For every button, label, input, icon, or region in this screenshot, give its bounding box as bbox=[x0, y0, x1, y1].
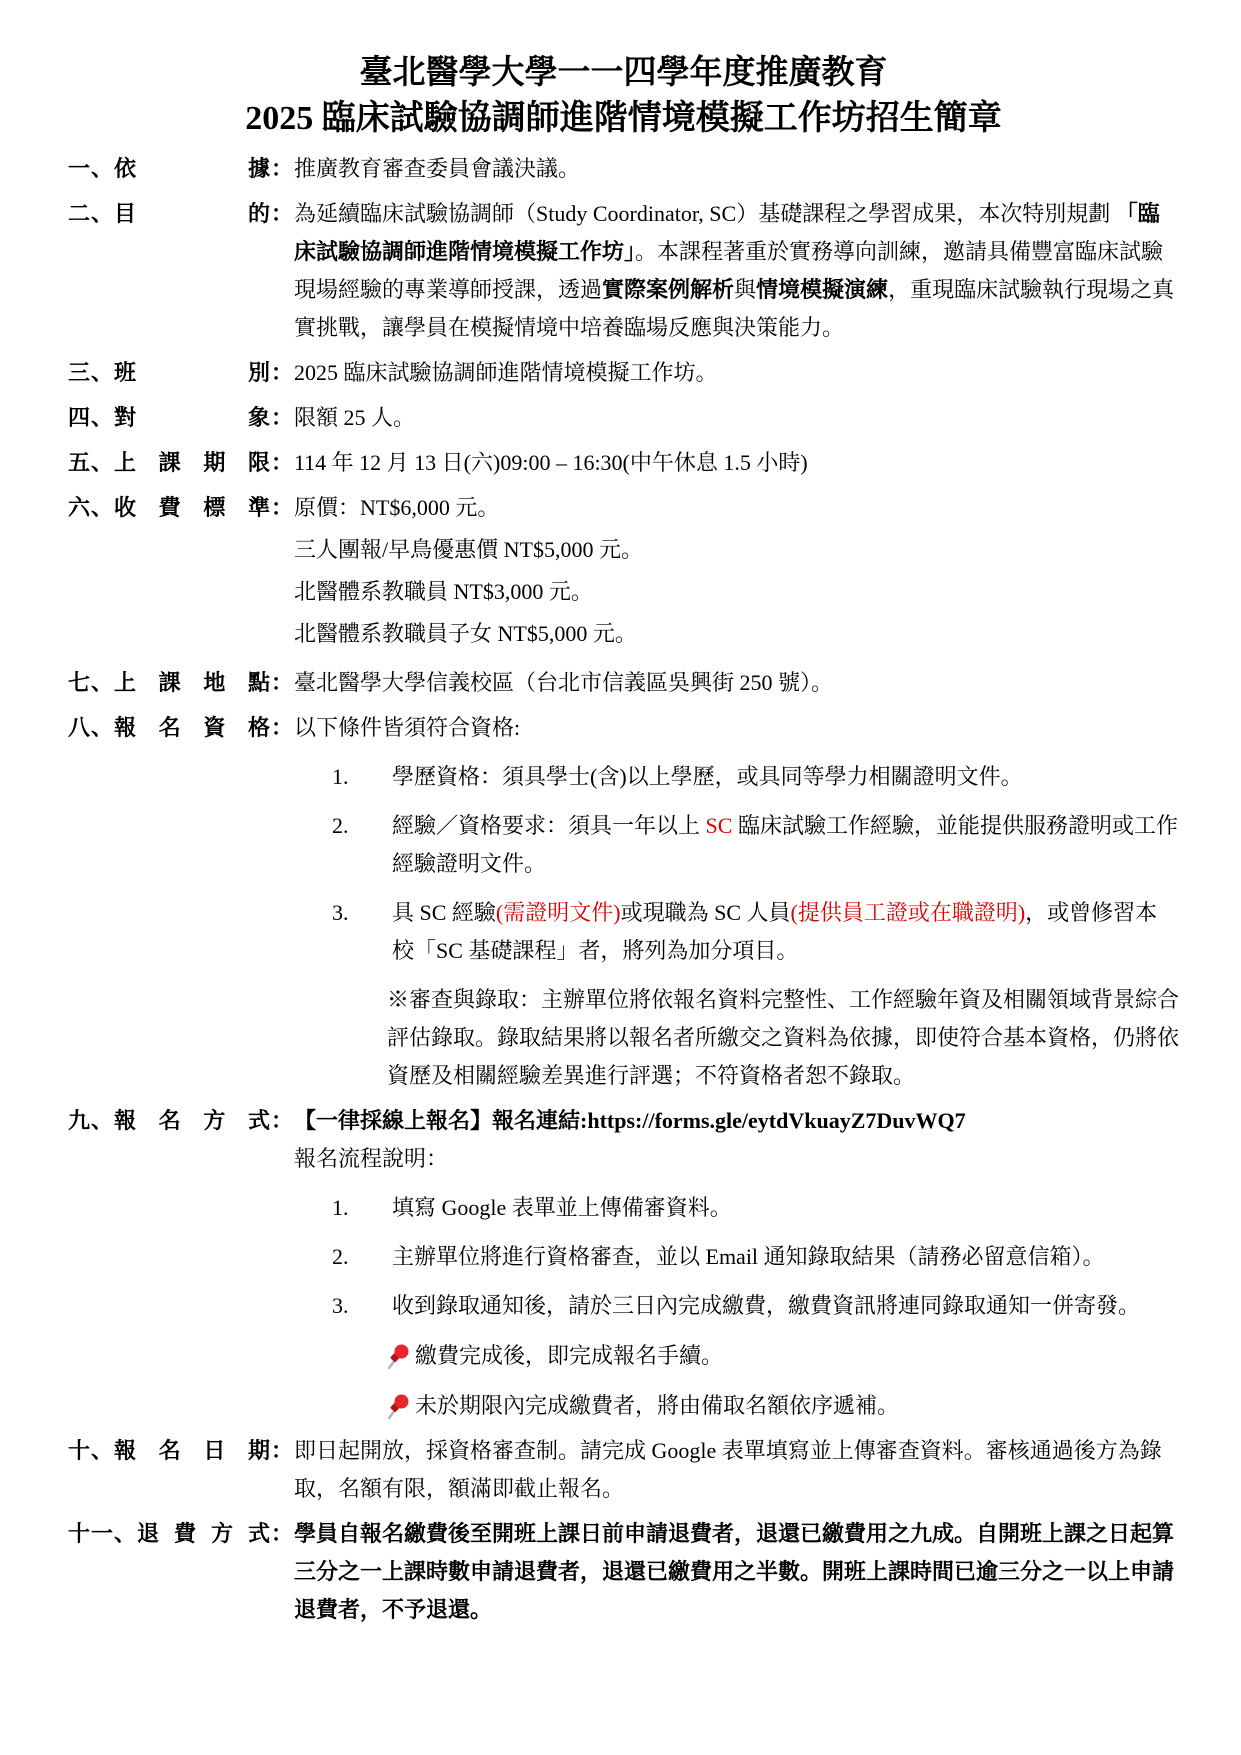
section-class bbox=[68, 354, 1179, 392]
section-registration-date-label bbox=[68, 1432, 294, 1508]
section-fees bbox=[68, 489, 1179, 657]
purpose-run-simulation: 情境模擬演練 bbox=[756, 277, 889, 302]
registration-steps bbox=[294, 1189, 1179, 1325]
registration-headline bbox=[294, 1102, 1179, 1140]
list-item-text: 主辦單位將進行資格審查，並以 Email 通知錄取結果（請務必留意信箱）。 bbox=[392, 1244, 1105, 1269]
section-eligibility-content bbox=[294, 709, 1179, 1095]
eligibility-run: 或現職為 SC 人員 bbox=[620, 900, 791, 925]
section-target-label bbox=[68, 399, 294, 437]
eligibility-intro: 以下條件皆須符合資格: bbox=[294, 715, 521, 740]
eligibility-run: 學歷資格：須具學士(含)以上學歷，或具同等學力相關證明文件。 bbox=[392, 764, 1023, 789]
document-title-line2: 2025 臨床試驗協調師進階情境模擬工作坊招生簡章 bbox=[245, 100, 1002, 137]
section-class-label bbox=[68, 354, 294, 392]
section-label-text: 依據 bbox=[114, 156, 271, 181]
section-number: 十一、 bbox=[68, 1521, 138, 1546]
section-label-text: 班別 bbox=[114, 360, 271, 385]
section-registration-label bbox=[68, 1102, 294, 1425]
section-registration bbox=[68, 1102, 1179, 1425]
deadline-note bbox=[387, 1387, 1179, 1425]
section-eligibility bbox=[68, 709, 1179, 1095]
registration-steps-heading: 報名流程說明： bbox=[294, 1146, 449, 1171]
list-item-number: 2. bbox=[332, 1244, 349, 1269]
section-eligibility-label bbox=[68, 709, 294, 1095]
label-colon: ： bbox=[270, 1438, 294, 1463]
eligibility-run: 具 SC 經驗 bbox=[392, 900, 496, 925]
fee-line-group-earlybird: 三人團報/早鳥優惠價 NT$5,000 元。 bbox=[294, 537, 643, 562]
label-colon: ： bbox=[270, 450, 294, 475]
label-colon: ： bbox=[270, 360, 294, 385]
registration-headline-text: 【一律採線上報名】報名連結: bbox=[294, 1108, 588, 1133]
section-fees-label bbox=[68, 489, 294, 657]
list-item-number: 1. bbox=[332, 1195, 349, 1220]
label-colon: ： bbox=[270, 201, 294, 226]
list-item-number: 3. bbox=[332, 900, 349, 925]
section-registration-date bbox=[68, 1432, 1179, 1508]
section-number: 八、 bbox=[68, 715, 115, 740]
section-refund-content: 學員自報名繳費後至開班上課日前申請退費者，退還已繳費用之九成。自開班上課之日起算三分之一上課時數申請退費者，退還已繳費用之半數。開班上課時間已逾三分之一以上申請退費者，不予退還。 bbox=[294, 1521, 1175, 1622]
section-number: 三、 bbox=[68, 360, 115, 385]
section-location bbox=[68, 664, 1179, 702]
section-schedule-content: 114 年 12 月 13 日(六)09:00 – 16:30(中午休息 1.5 小時) bbox=[294, 450, 808, 475]
eligibility-items bbox=[294, 758, 1179, 970]
section-schedule bbox=[68, 444, 1179, 482]
fee-line-staff: 北醫體系教職員 NT$3,000 元。 bbox=[294, 579, 593, 604]
section-label-text: 目的 bbox=[114, 201, 271, 226]
section-target bbox=[68, 399, 1179, 437]
section-label-text: 上課地點 bbox=[114, 670, 271, 695]
purpose-run-workshop-name: 「臨床試驗協調師進階情境模擬工作坊」 bbox=[294, 201, 1160, 264]
payment-note-text: 繳費完成後，即完成報名手續。 bbox=[415, 1343, 724, 1368]
section-number: 四、 bbox=[68, 405, 115, 430]
section-label-text: 對象 bbox=[114, 405, 271, 430]
pushpin-icon bbox=[387, 1393, 410, 1420]
eligibility-run: ，或曾修習本校「SC 基礎課程」者，將列為加分項目。 bbox=[392, 900, 1158, 963]
document-title-line1: 臺北醫學大學一一四學年度推廣教育 bbox=[359, 55, 888, 91]
list-item-number: 3. bbox=[332, 1293, 349, 1318]
purpose-run: 與 bbox=[734, 277, 757, 302]
section-location-content: 臺北醫學大學信義校區（台北市信義區吳興街 250 號）。 bbox=[294, 670, 834, 695]
section-schedule-label bbox=[68, 444, 294, 482]
eligibility-run: 臨床試驗工作經驗，並能提供服務證明或工作經驗證明文件。 bbox=[392, 813, 1178, 876]
eligibility-run-sc-red: SC bbox=[705, 813, 733, 838]
list-item-text bbox=[392, 807, 1179, 883]
label-colon: ： bbox=[270, 1521, 294, 1546]
section-basis-label bbox=[68, 150, 294, 188]
section-purpose-label bbox=[68, 195, 294, 347]
section-label-text: 報名方式 bbox=[114, 1108, 271, 1133]
registration-link[interactable]: https://forms.gle/eytdVkuayZ7DuvWQ7 bbox=[587, 1108, 966, 1133]
list-item bbox=[294, 1189, 1179, 1227]
section-number: 九、 bbox=[68, 1108, 115, 1133]
purpose-run-case-analysis: 實際案例解析 bbox=[602, 277, 735, 302]
list-item bbox=[294, 807, 1179, 883]
list-item-text: 填寫 Google 表單並上傳備審資料。 bbox=[392, 1195, 732, 1220]
list-item bbox=[294, 1238, 1179, 1276]
eligibility-run: 經驗／資格要求：須具一年以上 bbox=[392, 813, 706, 838]
eligibility-review-note: ※審查與錄取：主辦單位將依報名資料完整性、工作經驗年資及相關領域背景綜合評估錄取。錄取結果將以報名者所繳交之資料為依據，即使符合基本資格，仍將依資歷及相關經驗差異進行評選；不符資格者恕不錄取。 bbox=[387, 987, 1180, 1088]
section-refund bbox=[68, 1515, 1179, 1629]
purpose-run: ，重現臨床試驗執行現場之真實挑戰，讓學員在模擬情境中培養臨場反應與決策能力。 bbox=[294, 277, 1175, 340]
label-colon: ： bbox=[270, 495, 294, 520]
label-colon: ： bbox=[270, 405, 294, 430]
section-refund-label bbox=[68, 1515, 294, 1629]
list-item bbox=[294, 758, 1179, 796]
list-item bbox=[294, 1287, 1179, 1325]
eligibility-run-badge-red: (提供員工證或在職證明) bbox=[790, 900, 1026, 925]
purpose-run: 為延續臨床試驗協調師（Study Coordinator, SC）基礎課程之學習成果，本次特別規劃 bbox=[294, 201, 1116, 226]
section-label-text: 上課期限 bbox=[114, 450, 271, 475]
section-purpose-content bbox=[294, 195, 1179, 347]
section-label-text: 退費方式 bbox=[137, 1521, 271, 1546]
list-item bbox=[294, 894, 1179, 970]
section-label-text: 收費標準 bbox=[114, 495, 271, 520]
section-basis-content: 推廣教育審查委員會議決議。 bbox=[294, 156, 581, 181]
list-item-text: 收到錄取通知後，請於三日內完成繳費，繳費資訊將連同錄取通知一併寄發。 bbox=[392, 1293, 1141, 1318]
section-number: 六、 bbox=[68, 495, 115, 520]
section-registration-content bbox=[294, 1102, 1179, 1425]
deadline-note-text: 未於期限內完成繳費者，將由備取名額依序遞補。 bbox=[415, 1393, 900, 1418]
section-number: 五、 bbox=[68, 450, 115, 475]
label-colon: ： bbox=[270, 1108, 294, 1133]
section-target-content: 限額 25 人。 bbox=[294, 405, 416, 430]
list-item-number: 2. bbox=[332, 813, 349, 838]
pushpin-icon bbox=[387, 1343, 410, 1370]
label-colon: ： bbox=[270, 156, 294, 181]
eligibility-run-proof-red: (需證明文件) bbox=[495, 900, 621, 925]
section-fees-content bbox=[294, 489, 1179, 657]
label-colon: ： bbox=[270, 670, 294, 695]
section-number: 一、 bbox=[68, 156, 115, 181]
label-colon: ： bbox=[270, 715, 294, 740]
section-number: 二、 bbox=[68, 201, 115, 226]
section-registration-date-content: 即日起開放，採資格審查制。請完成 Google 表單填寫並上傳審查資料。審核通過後方為錄取，名額有限，額滿即截止報名。 bbox=[294, 1438, 1162, 1501]
list-item-text bbox=[392, 894, 1179, 970]
section-class-content: 2025 臨床試驗協調師進階情境模擬工作坊。 bbox=[294, 360, 718, 385]
fee-line-staff-children: 北醫體系教職員子女 NT$5,000 元。 bbox=[294, 621, 637, 646]
payment-note bbox=[387, 1337, 1179, 1375]
section-location-label bbox=[68, 664, 294, 702]
section-number: 七、 bbox=[68, 670, 115, 695]
fee-line-original: 原價：NT$6,000 元。 bbox=[294, 495, 500, 520]
section-basis bbox=[68, 150, 1179, 188]
list-item-number: 1. bbox=[332, 764, 349, 789]
section-purpose bbox=[68, 195, 1179, 347]
section-label-text: 報名日期 bbox=[114, 1438, 271, 1463]
section-label-text: 報名資格 bbox=[114, 715, 271, 740]
purpose-run: 。本課程著重於實務導向訓練，邀請具備豐富臨床試驗現場經驗的專業導師授課，透過 bbox=[294, 239, 1164, 302]
section-number: 十、 bbox=[68, 1438, 115, 1463]
list-item-text bbox=[392, 758, 1179, 796]
